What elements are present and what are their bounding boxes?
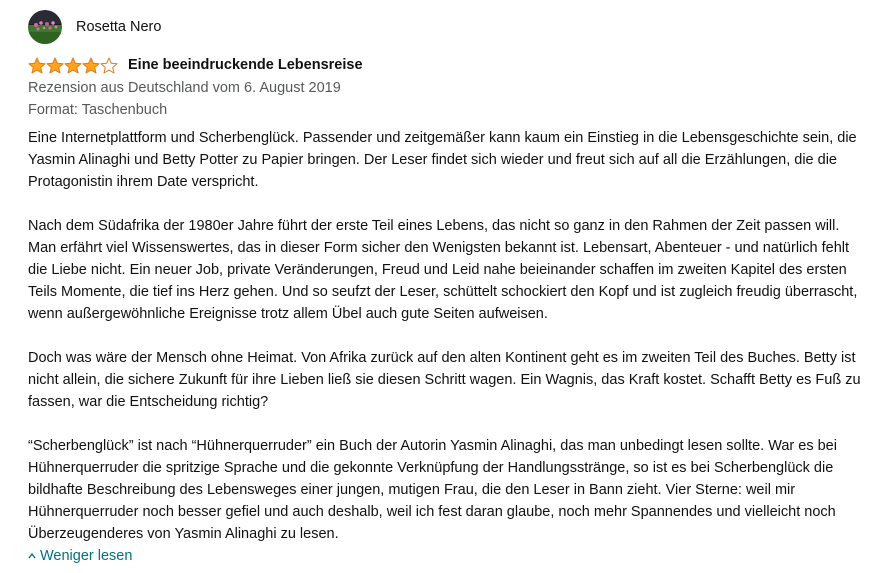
review-paragraph: Doch was wäre der Mensch ohne Heimat. Von Afrika zurück auf den alten Kontinent geht es im zweiten Teil des Buches. Betty ist nicht allein, die sichere Zukunft für ihre Lieben ließ sie diesen Schritt wagen. Ein Wagnis, das Kraft kostet. Schafft Betty es Fuß zu fassen, war die Entscheidung richtig?	[28, 350, 861, 410]
review-paragraph: Nach dem Südafrika der 1980er Jahre führt der erste Teil eines Lebens, das nicht so ganz in den Rahmen der Zeit passen will. Man erfährt viel Wissenswertes, das in dieser Form sicher den Wenigsten bekannt ist. Lebensart, Abenteuer - und natürlich fehlt die Liebe nicht. Ein neuer Job, private Veränderungen, Freud und Leid nahe beieinander schaffen im zweiten Kapitel des ersten Teils Momente, die tief ins Herz gehen. Und so seufzt der Leser, schüttelt schockiert den Kopf und ist zugleich freudig überrascht, wenn außergewöhnliche Ereignisse trotz allem Übel auch gute Seiten aufweisen.	[28, 218, 858, 322]
review-card	[28, 8, 868, 567]
review-title-row	[28, 55, 868, 75]
review-format[interactable]: Format: Taschenbuch	[28, 102, 168, 118]
star-empty-icon	[100, 57, 118, 74]
review-title[interactable]: Eine beeindruckende Lebensreise	[128, 57, 363, 73]
star-rating[interactable]	[28, 57, 118, 74]
star-filled-icon	[28, 57, 46, 74]
read-less-label[interactable]: Weniger lesen	[40, 548, 133, 564]
review-body	[28, 127, 868, 545]
star-filled-icon	[46, 57, 64, 74]
review-paragraph: “Scherbenglück” ist nach “Hühnerquerruder” ein Buch der Autorin Yasmin Alinaghi, das man unbedingt lesen sollte. War es bei Hühnerquerruder die spritzige Sprache und die gekonnte Verknüpfung der Handlungsstränge, so ist es bei Scherbenglück die bildhafte Beschreibung des Lebensweges einer jungen, mutigen Frau, die den Leser in Bann zieht. Vier Sterne: weil mir Hühnerquerruder noch besser gefiel und auch deshalb, weil ich fest daran glaube, noch mehr Spannendes und vielleicht noch Überzeugenderes von Yasmin Alinaghi zu lesen.	[28, 438, 837, 542]
read-less-link[interactable]	[28, 545, 868, 567]
star-filled-icon	[64, 57, 82, 74]
review-paragraph: Eine Internetplattform und Scherbenglück. Passender und zeitgemäßer kann kaum ein Einstieg in die Lebensgeschichte sein, die Yasmin Alinaghi und Betty Potter zu Papier bringen. Der Leser findet sich wieder und freut sich auf all die Erzählungen, die die Protagonistin ihrem Date verspricht.	[28, 130, 857, 190]
star-filled-icon	[82, 57, 100, 74]
chevron-up-icon	[28, 545, 36, 567]
reviewer-profile[interactable]	[28, 8, 868, 46]
review-date: Rezension aus Deutschland vom 6. August 2019	[28, 80, 341, 96]
reviewer-name[interactable]: Rosetta Nero	[76, 19, 162, 35]
avatar-flowers-icon[interactable]	[28, 10, 62, 44]
